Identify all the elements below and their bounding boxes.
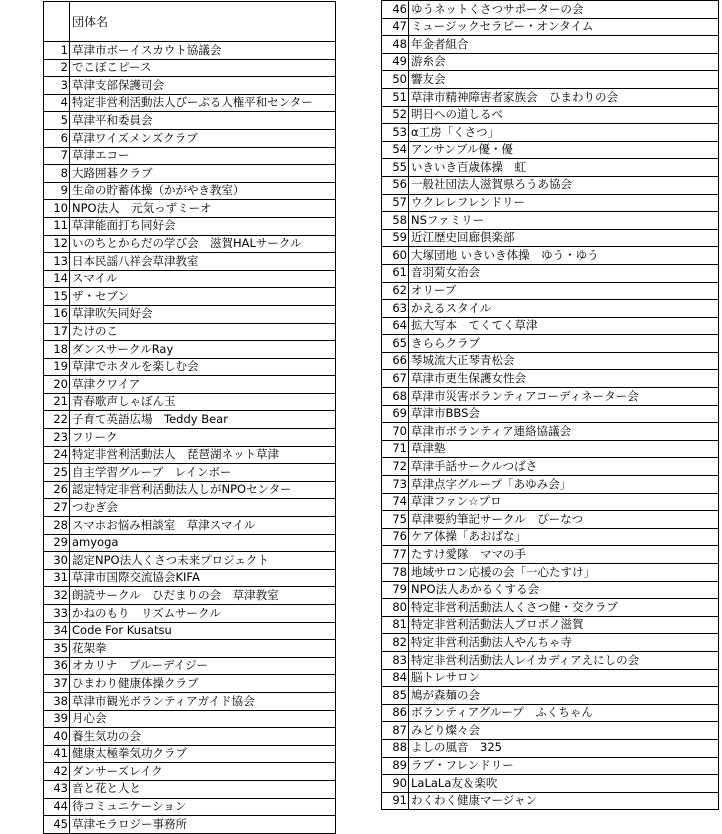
table-row [44, 552, 336, 570]
row-number: 46 [382, 1, 409, 19]
organization-name: 一般社団法人滋賀県ろうあ協会 [409, 176, 719, 194]
row-number: 7 [44, 147, 70, 165]
organization-name: 特定非営利活動法人 琵琶湖ネット草津 [70, 446, 336, 464]
table-row [44, 235, 336, 253]
row-number: 24 [44, 446, 70, 464]
organization-name: 草津市観光ボランティアガイド協会 [70, 692, 336, 710]
row-number: 70 [382, 423, 409, 441]
table-row [44, 816, 336, 834]
organization-name: 草津エコー [70, 147, 336, 165]
row-number: 3 [44, 77, 70, 95]
table-row [382, 352, 719, 370]
table-row [44, 569, 336, 587]
table-row [382, 247, 719, 265]
row-number: 38 [44, 692, 70, 710]
table-row [382, 564, 719, 582]
table-row [44, 798, 336, 816]
table-row [382, 775, 719, 793]
table-row [44, 692, 336, 710]
table-row [44, 305, 336, 323]
row-number: 43 [44, 780, 70, 798]
row-number: 88 [382, 739, 409, 757]
table-row [44, 270, 336, 288]
row-number: 34 [44, 622, 70, 640]
row-number: 2 [44, 59, 70, 77]
table-row [44, 129, 336, 147]
table-row [44, 534, 336, 552]
row-number: 78 [382, 564, 409, 582]
organization-name: 大塚団地 いきいき体操 ゆう・ゆう [409, 247, 719, 265]
table-row [44, 323, 336, 341]
table-row [382, 159, 719, 177]
organization-name: よしの風音 325 [409, 739, 719, 757]
organization-name: amyoga [70, 534, 336, 552]
row-number: 89 [382, 757, 409, 775]
table-row [44, 376, 336, 394]
row-number: 9 [44, 182, 70, 200]
organization-name: いきいき百歳体操 虹 [409, 159, 719, 177]
organization-name: 朗読サークル ひだまりの会 草津教室 [70, 587, 336, 605]
organization-name: でこぼこピース [70, 59, 336, 77]
row-number: 30 [44, 552, 70, 570]
row-number: 5 [44, 112, 70, 130]
organization-name: ミュージックセラピー・オンタイム [409, 18, 719, 36]
table-row [44, 112, 336, 130]
table-row [382, 335, 719, 353]
organization-name: つむぎ会 [70, 499, 336, 517]
row-number: 91 [382, 792, 409, 810]
organization-name: きららクラブ [409, 335, 719, 353]
row-number: 87 [382, 722, 409, 740]
table-row [382, 528, 719, 546]
organization-name: 草津塾 [409, 440, 719, 458]
row-number: 14 [44, 270, 70, 288]
organization-name: 鳩が森麺の会 [409, 687, 719, 705]
table-row [44, 77, 336, 95]
table-row [44, 42, 336, 60]
row-number: 12 [44, 235, 70, 253]
row-number: 42 [44, 763, 70, 781]
row-number: 10 [44, 200, 70, 218]
row-number: 90 [382, 775, 409, 793]
organization-name: 生命の貯蓄体操（かがやき教室） [70, 182, 336, 200]
table-row [382, 687, 719, 705]
table-row [382, 106, 719, 124]
organization-name: 特定非営利活動法人やんちゃ寺 [409, 634, 719, 652]
organization-name: ケア体操「あおばな」 [409, 528, 719, 546]
row-number: 80 [382, 599, 409, 617]
table-row [44, 165, 336, 183]
row-number: 56 [382, 176, 409, 194]
organization-name: ボランティアグループ ふくちゃん [409, 704, 719, 722]
organization-name: 花架拳 [70, 640, 336, 658]
organization-name: NPO法人あかるくする会 [409, 581, 719, 599]
row-number: 18 [44, 341, 70, 359]
organization-name: 草津能面打ち同好会 [70, 217, 336, 235]
organization-name: 草津ワイズメンズクラブ [70, 129, 336, 147]
row-number: 39 [44, 710, 70, 728]
organization-name: かねのもり リズムサークル [70, 605, 336, 623]
organization-name: ウクレレフレンドリー [409, 194, 719, 212]
table-row [44, 341, 336, 359]
organization-name: 待コミュニケーション [70, 798, 336, 816]
table-row [382, 88, 719, 106]
table-row [44, 253, 336, 271]
table-row [382, 36, 719, 54]
organization-name: 草津でホタルを楽しむ会 [70, 358, 336, 376]
row-number: 29 [44, 534, 70, 552]
table-row [44, 59, 336, 77]
row-number: 17 [44, 323, 70, 341]
table-row [44, 147, 336, 165]
row-number: 72 [382, 458, 409, 476]
organization-table-left [43, 1, 336, 834]
organization-name: 音羽菊女治会 [409, 264, 719, 282]
row-number: 51 [382, 88, 409, 106]
table-row [382, 71, 719, 89]
organization-name: みどり燦々会 [409, 722, 719, 740]
organization-name: 拡大写本 てくてく草津 [409, 317, 719, 335]
table-row [44, 393, 336, 411]
organization-name: フリーク [70, 429, 336, 447]
row-number: 45 [44, 816, 70, 834]
table-row [44, 182, 336, 200]
organization-name: 健康太極拳気功クラブ [70, 745, 336, 763]
table-row [44, 200, 336, 218]
organization-name: ダンスサークルRay [70, 341, 336, 359]
table-body-left [44, 2, 336, 834]
organization-name: NPO法人 元気っずミーオ [70, 200, 336, 218]
table-row [382, 792, 719, 810]
row-number: 79 [382, 581, 409, 599]
organization-name: ラブ・フレンドリー [409, 757, 719, 775]
row-number: 28 [44, 517, 70, 535]
organization-name: 草津市災害ボランティアコーディネーター会 [409, 388, 719, 406]
table-row [382, 739, 719, 757]
row-number: 50 [382, 71, 409, 89]
row-number: 33 [44, 605, 70, 623]
row-number: 66 [382, 352, 409, 370]
organization-name: 認定NPO法人くさつ未来プロジェクト [70, 552, 336, 570]
table-row [44, 657, 336, 675]
row-number: 26 [44, 481, 70, 499]
row-number: 19 [44, 358, 70, 376]
organization-name: 草津要約筆記サークル ぴーなつ [409, 511, 719, 529]
table-row [382, 493, 719, 511]
header-row [44, 2, 336, 42]
table-row [44, 640, 336, 658]
organization-name: 草津吹矢同好会 [70, 305, 336, 323]
row-number: 58 [382, 212, 409, 230]
row-number: 61 [382, 264, 409, 282]
organization-name: オリーブ [409, 282, 719, 300]
table-row [382, 511, 719, 529]
table-row [382, 405, 719, 423]
organization-name: 青春歌声しゃぼん玉 [70, 393, 336, 411]
row-number: 4 [44, 94, 70, 112]
header-name-cell: 団体名 [70, 2, 336, 42]
row-number: 75 [382, 511, 409, 529]
table-row [382, 141, 719, 159]
organization-name: 草津市BBS会 [409, 405, 719, 423]
organization-name: α工房「くさつ」 [409, 124, 719, 142]
organization-name: 明日への道しるべ [409, 106, 719, 124]
table-row [382, 300, 719, 318]
organization-name: 音と花と人と [70, 780, 336, 798]
organization-name: 草津手話サークルつばさ [409, 458, 719, 476]
row-number: 63 [382, 300, 409, 318]
table-row [44, 710, 336, 728]
row-number: 13 [44, 253, 70, 271]
table-row [382, 53, 719, 71]
table-row [44, 358, 336, 376]
row-number: 59 [382, 229, 409, 247]
organization-name: 琴城流大正琴青松会 [409, 352, 719, 370]
table-row [382, 651, 719, 669]
organization-name: ひまわり健康体操クラブ [70, 675, 336, 693]
row-number: 35 [44, 640, 70, 658]
organization-name: ゆうネットくさつサポーターの会 [409, 1, 719, 19]
row-number: 49 [382, 53, 409, 71]
organization-name: 特定非営利活動法人レイカディアえにしの会 [409, 651, 719, 669]
organization-name: わくわく健康マージャン [409, 792, 719, 810]
table-row [44, 411, 336, 429]
organization-name: 草津ファン☆プロ [409, 493, 719, 511]
organization-name: 草津市ボーイスカウト協議会 [70, 42, 336, 60]
table-row [44, 446, 336, 464]
table-row [382, 124, 719, 142]
table-row [382, 423, 719, 441]
organization-name: 草津平和委員会 [70, 112, 336, 130]
table-row [44, 499, 336, 517]
organization-name: スマホお悩み相談室 草津スマイル [70, 517, 336, 535]
organization-name: 年金者組合 [409, 36, 719, 54]
row-number: 65 [382, 335, 409, 353]
organization-name: LaLaLa友＆楽吹 [409, 775, 719, 793]
table-row [382, 18, 719, 36]
table-row [382, 634, 719, 652]
row-number: 27 [44, 499, 70, 517]
row-number: 47 [382, 18, 409, 36]
organization-name: ダンサーズレイク [70, 763, 336, 781]
table-row [382, 176, 719, 194]
row-number: 57 [382, 194, 409, 212]
organization-name: 認定特定非営利活動法人しがNPOセンター [70, 481, 336, 499]
organization-name: 草津市精神障害者家族会 ひまわりの会 [409, 88, 719, 106]
row-number: 23 [44, 429, 70, 447]
table-row [382, 388, 719, 406]
row-number: 68 [382, 388, 409, 406]
row-number: 25 [44, 464, 70, 482]
table-row [382, 194, 719, 212]
table-row [382, 1, 719, 19]
organization-name: 草津市ボランティア連絡協議会 [409, 423, 719, 441]
row-number: 31 [44, 569, 70, 587]
table-row [44, 745, 336, 763]
table-row [382, 669, 719, 687]
row-number: 82 [382, 634, 409, 652]
organization-name: 草津点字グループ「あゆみ会」 [409, 476, 719, 494]
row-number: 74 [382, 493, 409, 511]
row-number: 40 [44, 728, 70, 746]
table-row [382, 581, 719, 599]
organization-name: かえるスタイル [409, 300, 719, 318]
organization-name: 響友会 [409, 71, 719, 89]
table-row [382, 317, 719, 335]
organization-name: 日本民謡八祥会草津教室 [70, 253, 336, 271]
row-number: 84 [382, 669, 409, 687]
row-number: 21 [44, 393, 70, 411]
organization-name: 草津クワイア [70, 376, 336, 394]
row-number: 36 [44, 657, 70, 675]
row-number: 37 [44, 675, 70, 693]
row-number: 54 [382, 141, 409, 159]
organization-name: 草津市更生保護女性会 [409, 370, 719, 388]
table-row [382, 722, 719, 740]
row-number: 8 [44, 165, 70, 183]
row-number: 67 [382, 370, 409, 388]
table-row [382, 264, 719, 282]
organization-name: オカリナ ブルーデイジー [70, 657, 336, 675]
table-row [382, 546, 719, 564]
table-row [44, 481, 336, 499]
table-row [44, 288, 336, 306]
table-row [44, 675, 336, 693]
row-number: 64 [382, 317, 409, 335]
row-number: 44 [44, 798, 70, 816]
organization-name: 脳トレサロン [409, 669, 719, 687]
organization-name: たけのこ [70, 323, 336, 341]
table-row [44, 780, 336, 798]
organization-name: 養生気功の会 [70, 728, 336, 746]
table-row [382, 704, 719, 722]
row-number: 86 [382, 704, 409, 722]
table-row [382, 458, 719, 476]
organization-name: 草津市国際交流協会KIFA [70, 569, 336, 587]
organization-name: 地域サロン応援の会「一心たすけ」 [409, 564, 719, 582]
table-row [44, 605, 336, 623]
row-number: 55 [382, 159, 409, 177]
organization-name: 近江歴史回廊倶楽部 [409, 229, 719, 247]
row-number: 83 [382, 651, 409, 669]
row-number: 32 [44, 587, 70, 605]
organization-name: Code For Kusatsu [70, 622, 336, 640]
row-number: 1 [44, 42, 70, 60]
row-number: 41 [44, 745, 70, 763]
table-row [382, 476, 719, 494]
table-row [44, 622, 336, 640]
organization-name: スマイル [70, 270, 336, 288]
organization-name: 特定非営利活動法人びーぷる人権平和センター [70, 94, 336, 112]
table-row [44, 728, 336, 746]
header-number-cell [44, 2, 70, 42]
table-row [44, 429, 336, 447]
table-row [382, 282, 719, 300]
row-number: 20 [44, 376, 70, 394]
row-number: 22 [44, 411, 70, 429]
table-row [382, 599, 719, 617]
organization-name: ザ・セブン [70, 288, 336, 306]
table-row [44, 763, 336, 781]
row-number: 81 [382, 616, 409, 634]
table-row [44, 464, 336, 482]
organization-name: 自主学習グループ レインボー [70, 464, 336, 482]
row-number: 16 [44, 305, 70, 323]
row-number: 62 [382, 282, 409, 300]
organization-name: 草津モラロジー事務所 [70, 816, 336, 834]
table-row [382, 440, 719, 458]
organization-name: たすけ愛隊 ママの手 [409, 546, 719, 564]
row-number: 85 [382, 687, 409, 705]
row-number: 69 [382, 405, 409, 423]
organization-name: NSファミリー [409, 212, 719, 230]
organization-name: 草津支部保護司会 [70, 77, 336, 95]
row-number: 52 [382, 106, 409, 124]
organization-name: いのちとからだの学び会 滋賀HALサークル [70, 235, 336, 253]
row-number: 6 [44, 129, 70, 147]
row-number: 73 [382, 476, 409, 494]
row-number: 11 [44, 217, 70, 235]
table-body-right [382, 1, 719, 810]
organization-name: 游糸会 [409, 53, 719, 71]
organization-name: 大路囲碁クラブ [70, 165, 336, 183]
row-number: 76 [382, 528, 409, 546]
table-row [44, 587, 336, 605]
table-row [44, 517, 336, 535]
row-number: 48 [382, 36, 409, 54]
organization-name: 特定非営利活動法人くさつ健・交クラブ [409, 599, 719, 617]
organization-name: 月心会 [70, 710, 336, 728]
row-number: 77 [382, 546, 409, 564]
table-row [382, 229, 719, 247]
row-number: 15 [44, 288, 70, 306]
organization-name: 子育て英語広場 Teddy Bear [70, 411, 336, 429]
table-row [382, 212, 719, 230]
table-row [382, 757, 719, 775]
table-row [44, 94, 336, 112]
organization-name: アンサンブル優・優 [409, 141, 719, 159]
organization-table-right [381, 0, 719, 810]
table-row [44, 217, 336, 235]
table-row [382, 616, 719, 634]
organization-name: 特定非営利活動法人ブロボノ滋賀 [409, 616, 719, 634]
table-row [382, 370, 719, 388]
row-number: 71 [382, 440, 409, 458]
row-number: 60 [382, 247, 409, 265]
row-number: 53 [382, 124, 409, 142]
